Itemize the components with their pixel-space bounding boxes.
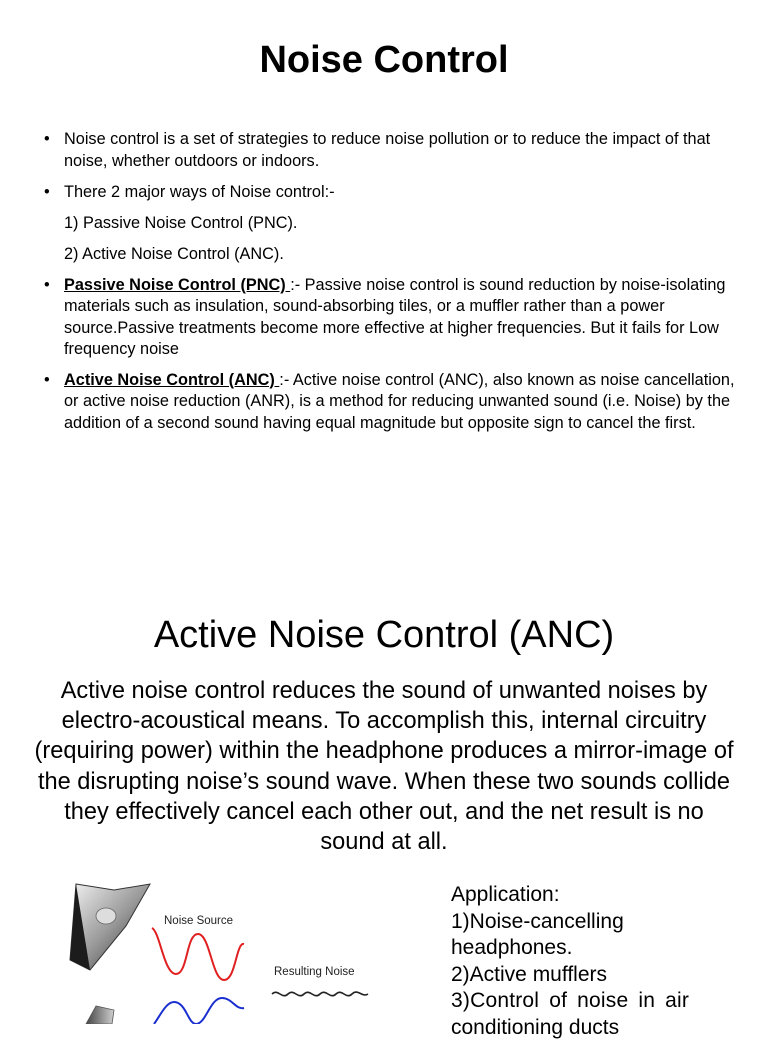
noise-source-label: Noise Source [164,915,233,927]
bullet-ways: • There 2 major ways of Noise control:- [44,182,744,204]
application-item: 3)Control of noise in air [451,988,751,1015]
slide-title: Noise Control [0,38,768,82]
anc-diagram [56,878,386,1024]
pnc-heading: Passive Noise Control (PNC) [64,276,290,294]
way-passive: 1) Passive Noise Control (PNC). [44,213,744,235]
slide-active-noise-control [0,560,768,1024]
application-item: 1)Noise-cancelling [451,909,751,936]
anc-heading: Active Noise Control (ANC) [64,371,279,389]
speaker-icon [86,1006,114,1024]
bullet-pnc [44,275,744,361]
slide-title: Active Noise Control (ANC) [0,612,768,658]
pnc-description: :- Passive noise control is sound reduction by noise-isolating materials such as insulation, sound-absorbing tiles, or a muffler rather than a power source.Passive treatments become more effective at higher frequencies. But it fails for Low frequency noise [64,276,726,359]
way-active: 2) Active Noise Control (ANC). [44,244,744,266]
resulting-noise-label: Resulting Noise [274,966,355,978]
bullet-anc [44,370,744,435]
application-heading: Application: [451,882,751,909]
application-item: headphones. [451,935,751,962]
application-item: conditioning ducts [451,1015,751,1041]
speaker-icon [70,884,150,970]
anc-paragraph: Active noise control reduces the sound of unwanted noises by electro-acoustical means. To accomplish this, internal circuitry (requiring power) within the headphone produces a mirror-image of the disrupting noise’s sound wave. When these two sounds collide they effectively cancel each other out, and the net result is no sound at all. [34,676,734,857]
bullet-list [44,129,744,434]
application-item: 2)Active mufflers [451,962,751,989]
bullet-intro: • Noise control is a set of strategies to reduce noise pollution or to reduce the impact of that noise, whether outdoors or indoors. [44,129,744,172]
anc-description: :- Active noise control (ANC), also known as noise cancellation, or active noise reduction (ANR), is a method for reducing unwanted sound (i.e. Noise) by the addition of a second sound having equal magnitude but opposite sign to cancel the first. [64,371,734,432]
anti-noise-wave [154,998,244,1024]
resulting-noise-wave [272,992,368,996]
noise-wave [152,928,244,980]
application-list [451,882,751,1041]
